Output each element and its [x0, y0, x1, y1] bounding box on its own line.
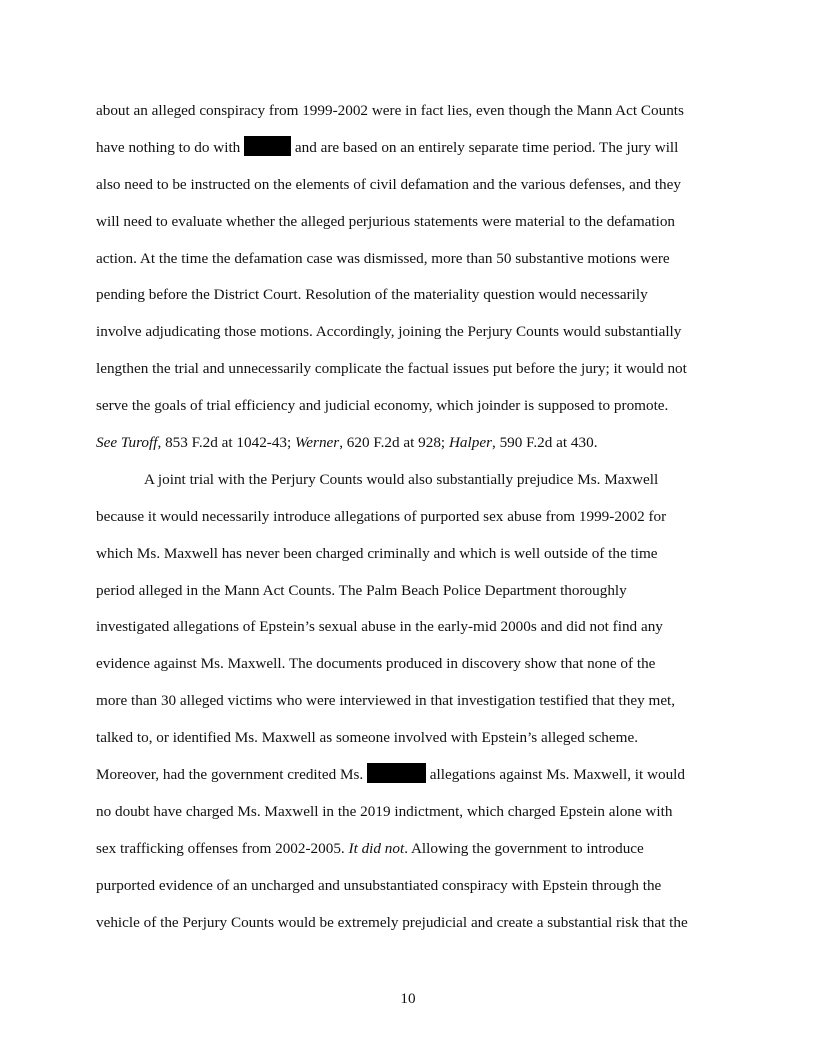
text-line: evidence against Ms. Maxwell. The documents produced in discovery show that none of the — [96, 655, 656, 673]
emphasis-text: It did not — [348, 839, 405, 857]
case-name: Halper — [448, 434, 492, 452]
case-name: Werner — [295, 434, 340, 452]
text-line: about an alleged conspiracy from 1999-2002 were in fact lies, even though the Mann Act Counts — [96, 102, 684, 119]
citation-text: , 590 F.2d at 430. — [491, 434, 598, 452]
body-text — [96, 93, 736, 941]
text-fragment: have nothing to do with — [96, 138, 245, 156]
text-line: purported evidence of an uncharged and unsubstantiated conspiracy with Epstein through the — [96, 876, 662, 894]
citation-line — [96, 425, 736, 462]
text-fragment: . Allowing the government to introduce — [404, 839, 644, 857]
text-line — [96, 831, 736, 868]
text-line: investigated allegations of Epstein’s sexual abuse in the early-mid 2000s and did not find any — [96, 618, 663, 636]
text-line: pending before the District Court. Resolution of the materiality question would necessarily — [96, 286, 648, 304]
text-line: involve adjudicating those motions. Accordingly, joining the Perjury Counts would substantially — [96, 323, 682, 341]
text-line: serve the goals of trial efficiency and judicial economy, which joinder is supposed to promote. — [96, 397, 669, 415]
text-line: talked to, or identified Ms. Maxwell as someone involved with Epstein’s alleged scheme. — [96, 729, 638, 747]
citation-text: , 853 F.2d at 1042-43; — [157, 434, 296, 452]
text-line: action. At the time the defamation case was dismissed, more than 50 substantive motions were — [96, 249, 670, 267]
page-number: 10 — [400, 990, 416, 1007]
text-line: no doubt have charged Ms. Maxwell in the 2019 indictment, which charged Epstein alone with — [96, 802, 673, 820]
case-name: See Turoff — [96, 434, 158, 452]
text-fragment: and are based on an entirely separate time period. The jury will — [291, 138, 679, 156]
redaction-block — [244, 136, 291, 156]
text-line: vehicle of the Perjury Counts would be extremely prejudicial and create a substantial risk that the — [96, 913, 688, 931]
text-line: also need to be instructed on the elements of civil defamation and the various defenses, and they — [96, 175, 681, 193]
text-line: will need to evaluate whether the alleged perjurious statements were material to the defamation — [96, 212, 676, 230]
text-fragment: Moreover, had the government credited Ms. — [96, 766, 367, 784]
text-line: more than 30 alleged victims who were interviewed in that investigation testified that they met, — [96, 692, 676, 710]
paragraph-start-line: A joint trial with the Perjury Counts would also substantially prejudice Ms. Maxwell — [144, 470, 659, 488]
text-line: lengthen the trial and unnecessarily complicate the factual issues put before the jury; it would not — [96, 360, 687, 378]
text-fragment: sex trafficking offenses from 2002-2005. — [96, 839, 349, 857]
text-line: which Ms. Maxwell has never been charged criminally and which is well outside of the time — [96, 544, 658, 562]
redaction-block — [367, 763, 426, 783]
text-line: because it would necessarily introduce allegations of purported sex abuse from 1999-2002 for — [96, 507, 667, 525]
text-fragment: allegations against Ms. Maxwell, it would — [426, 766, 685, 784]
citation-text: , 620 F.2d at 928; — [339, 434, 449, 452]
text-line: period alleged in the Mann Act Counts. The Palm Beach Police Department thoroughly — [96, 581, 627, 599]
text-line — [96, 130, 736, 167]
text-line — [96, 757, 736, 794]
